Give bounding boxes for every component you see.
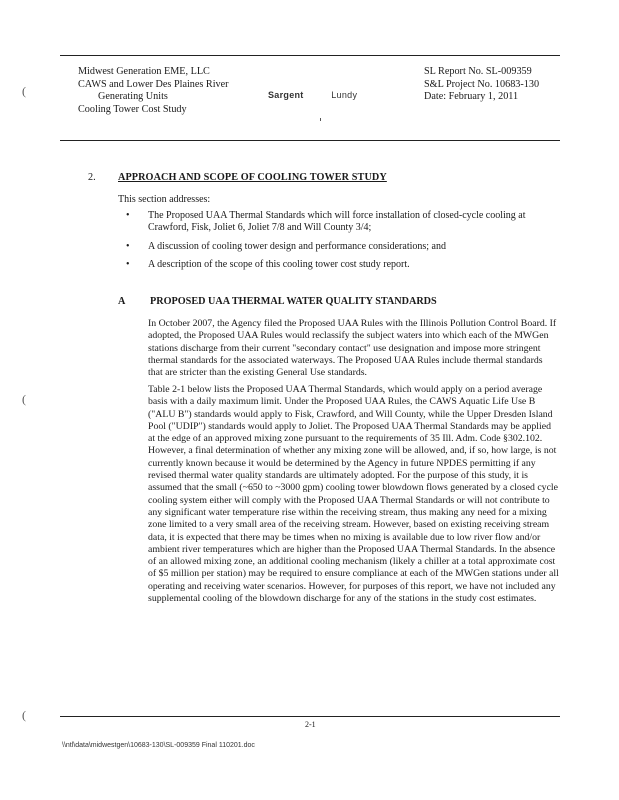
header-left-block	[78, 66, 229, 116]
header-right-block	[424, 66, 539, 104]
header-tick-mark	[320, 118, 321, 121]
section-number: 2.	[88, 172, 96, 183]
subsection-title: PROPOSED UAA THERMAL WATER QUALITY STANDARDS	[150, 296, 437, 307]
bullet-icon: •	[126, 240, 130, 252]
bullet-text: A description of the scope of this cooling tower cost study report.	[148, 258, 410, 270]
section-title: APPROACH AND SCOPE OF COOLING TOWER STUDY	[118, 172, 387, 183]
report-number: SL Report No. SL-009359	[424, 66, 532, 77]
logo-part-2: Lundy	[331, 90, 358, 100]
bullet-text: A discussion of cooling tower design and performance considerations; and	[148, 240, 446, 252]
subsection-letter: A	[118, 296, 126, 307]
list-item	[118, 210, 558, 235]
file-path: \\ntl\data\midwestgen\10683-130\SL-009359 Final 110201.doc	[62, 742, 255, 749]
company-name: Midwest Generation EME, LLC	[78, 66, 210, 77]
margin-mark-bottom: (	[22, 708, 26, 722]
section-intro: This section addresses:	[118, 194, 211, 205]
header-top-rule	[60, 55, 560, 56]
margin-mark-middle: (	[22, 392, 26, 406]
paragraph-uaa-rules: In October 2007, the Agency filed the Proposed UAA Rules with the Illinois Pollution Control Board. If adopted, the Proposed UAA Rules would reclassify the subject waters into which each of the MWGen stations discharge from their current "secondary contact" use designation and impose more stringent thermal standards for the associated waterways. The Proposed UAA Rules include thermal standards that are stricter than the existing General Use standards.	[148, 318, 557, 379]
bullet-text: The Proposed UAA Thermal Standards which will force installation of closed-cycle cooling at Crawford, Fisk, Joliet 6, Joliet 7/8 and Will County 3/4;	[148, 210, 526, 234]
study-name: Cooling Tower Cost Study	[78, 103, 187, 115]
header-bottom-rule	[60, 140, 560, 141]
list-item	[118, 259, 558, 271]
paragraph-thermal-standards: Table 2-1 below lists the Proposed UAA Thermal Standards, which would apply on a period average basis with a daily maximum limit. Under the Proposed UAA Rules, the CAWS Aquatic Life Use B ("ALU B") standards would apply to Fisk, Crawford, and Will County, while the Upper Dresden Island Pool ("UDIP") standards would apply to Joliet. The Proposed UAA Thermal Standards may be applied at the edge of an approved mixing zone pursuant to the requirements of 35 Ill. Adm. Code §302.102. However, a final determination of whether any mixing zone will be allowed, and, if so, how large, is not currently known because it would be determined by the Agency in future NPDES permitting if any revised thermal water quality standards are ultimately adopted. For the purpose of this study, it is assumed that the small (~650 to ~3000 gpm) cooling tower blowdown flows generated by a closed cycle cooling system either will comply with the Proposed UAA Thermal Standards or will not contribute to any significant water temperature rise within the receiving stream, thus making any need for a mixing zone limited to a very small area of the receiving stream. However, based on existing receiving stream data, it is expected that there may be times when no mixing is available due to low river flow and/or ambient river temperatures which are higher than the Proposed UAA Thermal Standards. In the absence of an allowed mixing zone, an additional cooling mechanism (likely a chiller at a total approximate cost of $5 million per station) may be required to ensure compliance at each of the MWGen stations under all operating and receiving water scenarios. However, for purposes of this report, we have not included any supplemental cooling of the blowdown discharge for any of the stations in the study cost estimates.	[148, 384, 559, 605]
bullet-icon: •	[126, 210, 130, 221]
logo-part-1: Sargent	[268, 90, 304, 100]
report-date: Date: February 1, 2011	[424, 91, 519, 102]
page-number: 2-1	[305, 720, 316, 729]
company-logo	[268, 90, 357, 100]
project-number: S&L Project No. 10683-130	[424, 78, 540, 90]
scope-bullet-list	[118, 210, 558, 277]
project-units: Generating Units	[98, 91, 168, 102]
project-location: CAWS and Lower Des Plaines River	[78, 78, 229, 90]
footer-rule	[60, 716, 560, 717]
list-item	[118, 241, 558, 253]
margin-mark-top: (	[22, 84, 26, 98]
bullet-icon: •	[126, 258, 130, 270]
